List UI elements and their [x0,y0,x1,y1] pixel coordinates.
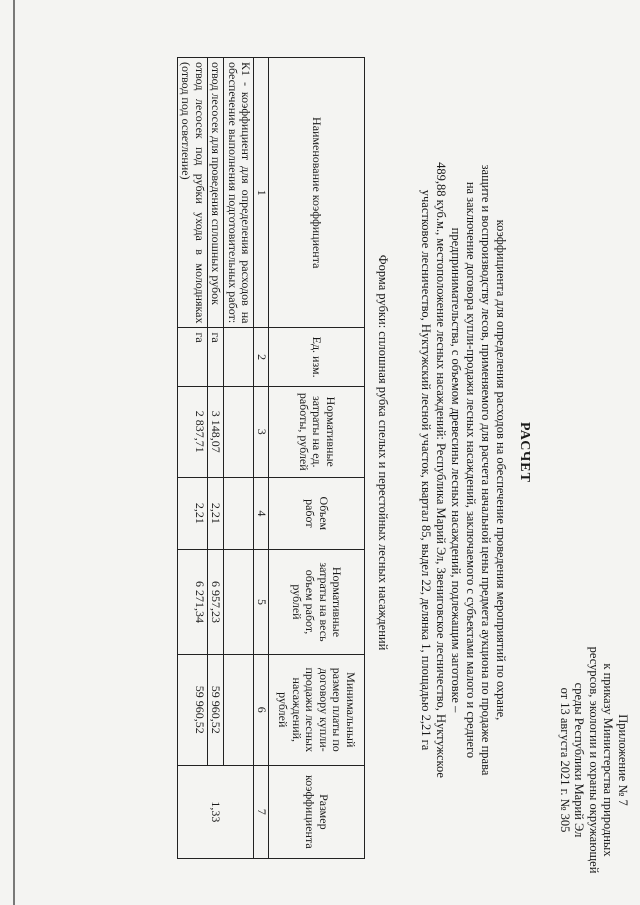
table-row-k1 [224,58,254,859]
row-name: отвод лесосек для проведения сплошных рубок [208,58,225,328]
index-cell: 4 [254,477,269,549]
subtitle-line-1: коэффициента для определения расходов на обеспечение проведения мероприятий по охране, [494,219,508,721]
index-cell: 1 [254,58,269,328]
table-row [208,58,225,859]
row-unit: га [178,328,208,386]
table-header-row [269,58,365,859]
appendix-line-3: ресурсов, экологии и охраны окружающей [587,646,601,874]
index-cell: 3 [254,386,269,477]
header-volume: Объем работ [269,477,365,549]
document-title: РАСЧЕТ [517,422,532,483]
index-cell: 2 [254,328,269,386]
index-cell: 5 [254,550,269,655]
row-name: отвод лесосек под рубки ухода в молодняках (отвод под осветление) [178,58,208,328]
row-volume: 2,21 [178,477,208,549]
row-unit-cost: 2 837,71 [178,386,208,477]
header-unit: Ед. изм. [269,328,365,386]
coefficient-table [177,57,365,859]
header-name: Наименование коэффициента [269,58,365,328]
header-min-payment: Минимальный размер платы по договору купли-продажи лесных насаждений, рублей [269,654,365,765]
appendix-line-5: от 13 августа 2021 г. № 305 [558,687,572,833]
appendix-block [558,640,631,880]
row-unit-cost: 3 148,07 [208,386,225,477]
row-total-cost: 6 957,23 [208,550,225,655]
appendix-line-2: к приказу Министерства природных [601,663,616,857]
row-volume: 2,21 [208,477,225,549]
appendix-line-4: среды Республики Марий Эл [572,682,587,838]
table-row [178,58,208,859]
scan-edge-line [13,0,15,905]
subtitle-line-6: участковое лесничество, Нуктужский лесной участок, квартал 85, выдел 22, делянка 1, площадью 2,21 га [419,189,433,751]
row-min-payment: 59 960,52 [178,654,208,765]
k1-coefficient-value: 1,33 [178,765,255,858]
header-coefficient: Размер коэффициента [269,765,365,858]
k1-label: К1 - коэффициент для определения расходов на обеспечение выполнения подготовительных работ: [224,58,254,328]
appendix-line-1: Приложение № 7 [616,714,630,806]
row-unit: га [208,328,225,386]
row-min-payment: 59 960,52 [208,654,225,765]
header-total-cost: Нормативные затраты на весь объем работ, рублей [269,550,365,655]
felling-form: Форма рубки: сплошная рубка спелых и перестойных лесных насаждений [376,254,390,651]
table-index-row [254,58,269,859]
subtitle-line-4: предпринимательства, с объемом древесины лесных насаждений, подлежащим заготовке – [449,227,463,713]
document-subtitle [418,70,508,870]
index-cell: 7 [254,765,269,858]
subtitle-line-2: защите и воспроизводству лесов, применяемого для расчета начальной цены предмета аукциона по продаже права [479,164,493,776]
subtitle-line-5: 489,88 куб.м., местоположение лесных насаждений: Республика Марий Эл, Звениговское лесничество, Нуктужское [434,162,448,778]
row-total-cost: 6 271,34 [178,550,208,655]
header-unit-cost: Нормативные затраты на ед. работы, рублей [269,386,365,477]
subtitle-line-3: на заключение договора купли-продажи лесных насаждений, заключаемого с субъектами малого и среднего [464,181,478,759]
index-cell: 6 [254,654,269,765]
